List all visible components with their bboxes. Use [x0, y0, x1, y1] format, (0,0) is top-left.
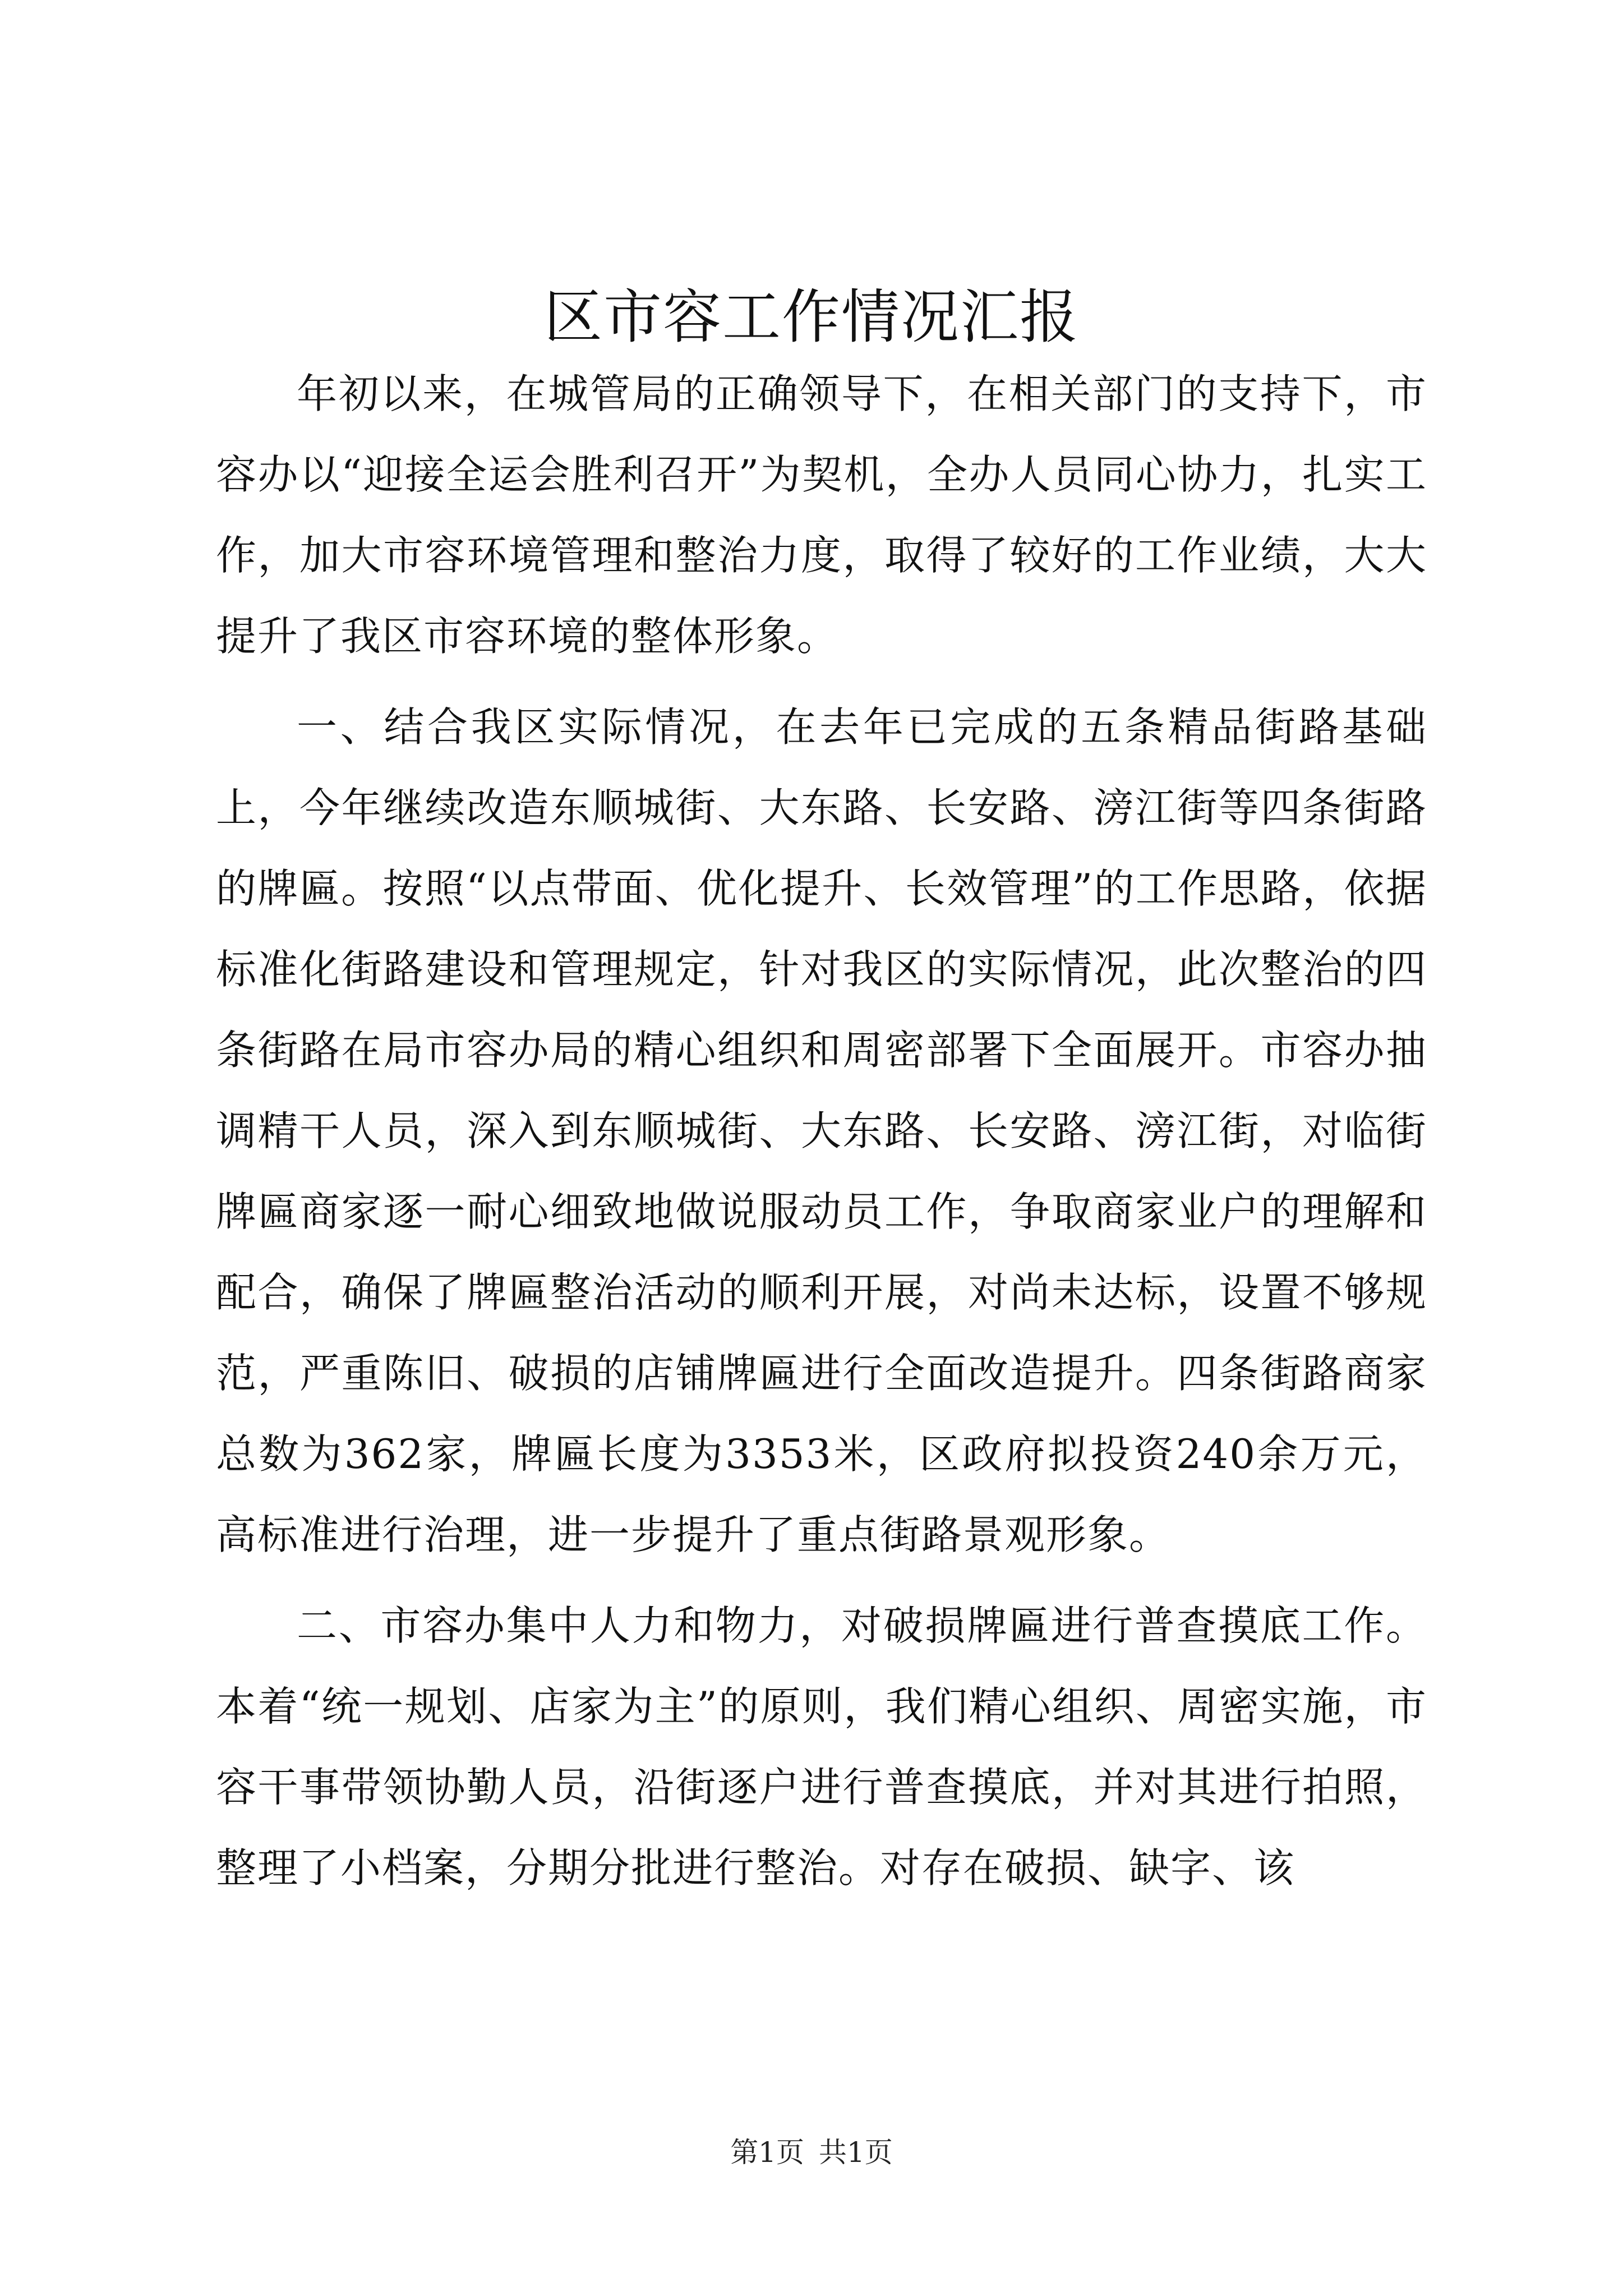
- page-total: 共1页: [819, 2136, 893, 2169]
- document-title: 区市容工作情况汇报: [543, 283, 1079, 351]
- paragraph-section-one: 一、结合我区实际情况，在去年已完成的五条精品街路基础上，今年继续改造东顺城街、大东路、长安路、滂江街等四条街路的牌匾。按照“以点带面、优化提升、长效管理”的工作思路，依据标准化街路建设和管理规定，针对我区的实际情况，此次整治的四条街路在局市容办局的精心组织和周密部署下全面展开。市容办抽调精干人员，深入到东顺城街、大东路、长安路、滂江街，对临街牌匾商家逐一耐心细致地做说服动员工作，争取商家业户的理解和配合，确保了牌匾整治活动的顺利开展，对尚未达标，设置不够规范，严重陈旧、破损的店铺牌匾进行全面改造提升。四条街路商家总数为362家，牌匾长度为3353米，区政府拟投资240余万元，高标准进行治理，进一步提升了重点街路景观形象。: [216, 703, 1427, 1558]
- paragraph-section-two: 二、市容办集中人力和物力，对破损牌匾进行普查摸底工作。本着“统一规划、店家为主”的原则，我们精心组织、周密实施，市容干事带领协勤人员，沿街逐户进行普查摸底，并对其进行拍照，整理了小档案，分期分批进行整治。对存在破损、缺字、该: [216, 1602, 1427, 1892]
- paragraph-intro: 年初以来，在城管局的正确领导下，在相关部门的支持下，市容办以“迎接全运会胜利召开”为契机，全办人员同心协力，扎实工作，加大市容环境管理和整治力度，取得了较好的工作业绩，大大提升了我区市容环境的整体形象。: [216, 370, 1427, 660]
- page-footer: [0, 2134, 1623, 2170]
- document-body: [216, 353, 1427, 1908]
- page-number: 第1页: [730, 2136, 804, 2169]
